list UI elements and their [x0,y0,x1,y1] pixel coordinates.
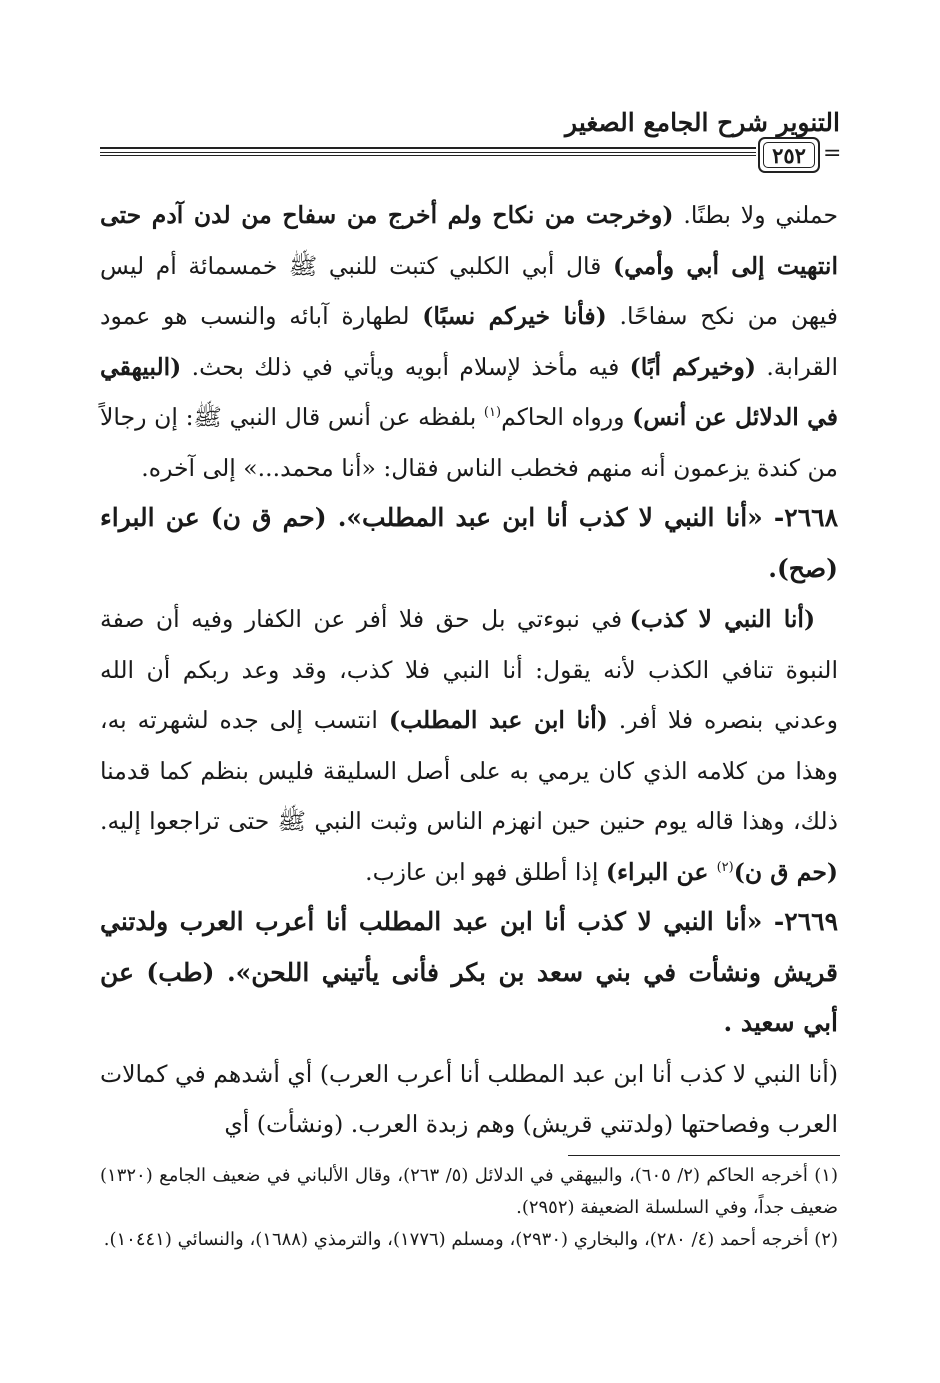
text-run: إذا أطلق فهو ابن عازب. [365,857,606,886]
text-run: قال أبي الكلبي كتبت للنبي ﷺ خمسمائة أم ليس فيهن من نكح سفاحًا. [100,251,838,330]
paragraph-commentary-2 [100,594,838,897]
source-reference: (حم ق ن) [733,857,838,886]
header-double-rule [100,147,756,153]
footnote-separator [568,1155,840,1156]
header-marker: = [823,141,842,166]
paragraph-commentary-3: (أنا النبي لا كذب أنا ابن عبد المطلب أنا أعرب العرب) أي أشدهم في كمالات العرب وفصاحتها (ولدتني قريش) وهم زبدة العرب. (ونشأت) أي [100,1059,838,1138]
text-run: في نبوءتي بل حق فلا أفر عن الكفار وفيه أن صفة النبوة تنافي الكذب لأنه يقول: أنا النبي فلا كذب، وقد وعد ربكم أن الله وعدني بنصره فلا أفر. [100,605,838,734]
text-run: فيه مأخذ لإسلام أبويه ويأتي في ذلك بحث. [181,352,630,381]
text-run: لطهارة آبائه والنسب هو عمود القرابة. [100,302,838,381]
quoted-hadith-phrase: (أنا النبي لا كذب) [629,605,816,633]
main-text [100,190,838,1150]
source-reference: (البيهقي في الدلائل عن أنس) [100,352,838,431]
text-run: انتسب إلى جده لشهرته به، وهذا من كلامه الذي كان يرمي به على أصل السليقة فليس بنظم كما قدمنا ذلك، وهذا قاله يوم حنين حين انهزم الناس وثبت النبي ﷺ حتى تراجعوا إليه. [100,706,838,835]
running-title: التنوير شرح الجامع الصغير [565,108,840,137]
paragraph-commentary-1 [100,190,838,493]
footnote-ref-1[interactable]: (١) [483,405,502,421]
quoted-hadith-phrase: (أنا ابن عبد المطلب) [388,706,608,734]
footnotes [100,1160,838,1256]
header-rule [100,155,756,156]
footnote-1: (١) أخرجه الحاكم (٢/ ٦٠٥)، والبيهقي في الدلائل (٥/ ٢٦٣)، وقال الألباني في ضعيف الجامع (١٣٢٠) ضعيف جداً، وفي السلسلة الضعيفة (٢٩٥٢). [100,1165,838,1218]
page-number [758,137,820,173]
footnote-ref-2[interactable]: (٢) [716,859,734,875]
text-run: حملني ولا بطنًا. [673,201,838,229]
quoted-hadith-phrase: (وخيركم أبًا) [629,352,756,381]
quoted-hadith-phrase: (فأنا خيركم نسبًا) [422,302,607,330]
hadith-2668: ٢٦٦٨- «أنا النبي لا كذب أنا ابن عبد المطلب». (حم ق ن) عن البراء (صح). [100,503,838,583]
hadith-2669: ٢٦٦٩- «أنا النبي لا كذب أنا ابن عبد المطلب أنا أعرب العرب ولدتني قريش ونشأت في بني سعد بن بكر فأنى يأتيني اللحن». (طب) عن أبي سعيد . [100,907,838,1037]
quoted-hadith-phrase: (وخرجت من نكاح ولم أخرج من سفاح من لدن آدم حتى انتهيت إلى أبي وأمي) [100,201,839,280]
text-run: ورواه الحاكم [501,403,633,431]
source-reference: عن البراء) [605,857,717,886]
text-run: بلفظه عن أنس قال النبي ﷺ: إن رجالاً من كندة يزعمون أنه منهم فخطب الناس فقال: «أنا محمد...» إلى آخره. [100,403,838,482]
footnote-2: (٢) أخرجه أحمد (٤/ ٢٨٠)، والبخاري (٢٩٣٠)، ومسلم (١٧٧٦)، والترمذي (١٦٨٨)، والنسائي (١٠٤٤١). [103,1229,838,1250]
page-number-text: ٢٥٢ [772,142,806,168]
